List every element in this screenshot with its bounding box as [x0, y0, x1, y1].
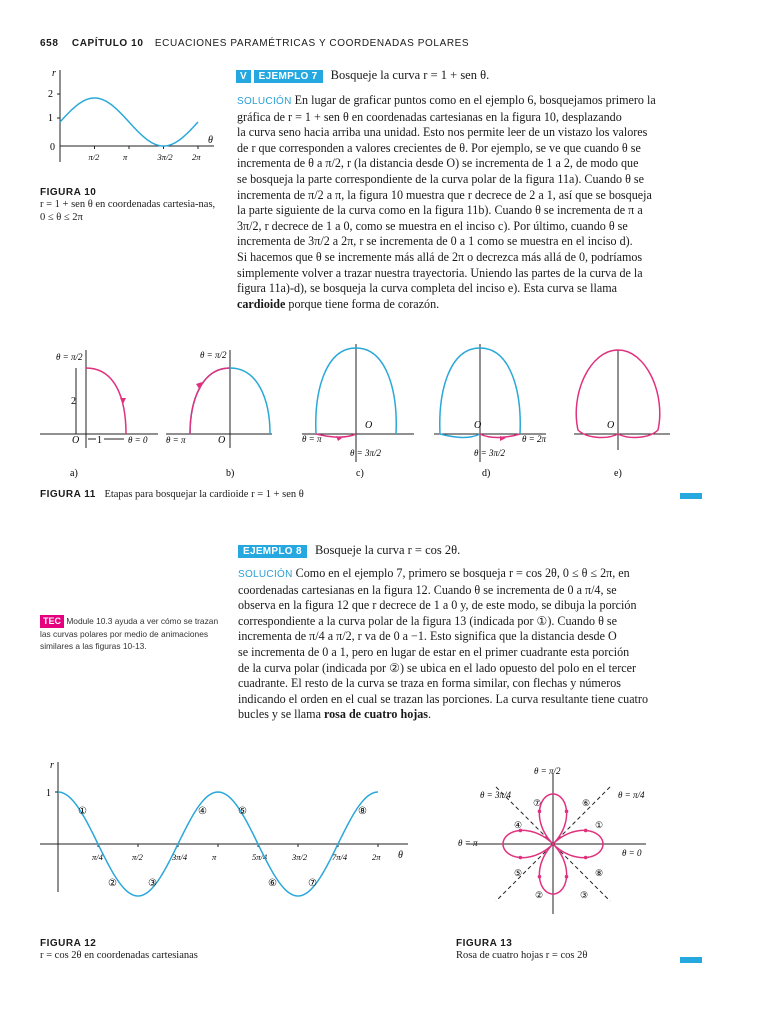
- sine-curve: [60, 98, 198, 146]
- panel-a: [40, 350, 158, 479]
- solution-label: SOLUCIÓN: [237, 96, 292, 107]
- text-line-last: [238, 707, 732, 723]
- solution-label: SOLUCIÓN: [238, 569, 293, 580]
- caption-label: FIGURA 13: [456, 938, 513, 949]
- label-origin: O: [365, 420, 373, 431]
- arrow-icon: [120, 398, 126, 404]
- figure-12-caption: [40, 938, 198, 962]
- example-title: Bosqueje la curva r = cos 2θ.: [314, 543, 461, 557]
- panel-b: [166, 350, 272, 479]
- cardioid-segment-a: [86, 368, 126, 434]
- x-tick-label: 2π: [191, 152, 201, 162]
- text-line: Como en el ejemplo 7, primero se bosqueja r = cos 2θ, 0 ≤ θ ≤ 2π, en: [295, 566, 630, 580]
- example-badge: EJEMPLO 8: [238, 545, 307, 558]
- label-theta-pi4: θ = π/4: [618, 790, 645, 800]
- label-theta-half-pi: θ = π/2: [56, 352, 83, 362]
- x-tick-label: 5π/4: [251, 852, 268, 862]
- label-theta-3pi2: θ = 3π/2: [350, 448, 382, 458]
- y-tick-1: 1: [46, 788, 51, 799]
- figure-11-caption: [40, 489, 304, 500]
- text-line-last: [237, 297, 731, 313]
- arrow-icon: [565, 875, 569, 879]
- text-line: correspondiente a la curva polar de la figura 13 (indicada por ①). Cuando θ se: [238, 613, 617, 628]
- section-marker: [680, 493, 702, 499]
- x-tick-label: π: [211, 852, 217, 862]
- text-line: figura 11a)-d), se bosqueja la curva completa del inciso e). Esta curva se llama: [237, 281, 618, 296]
- tec-line: las curvas polares por medio de animaciones: [40, 628, 209, 639]
- label-theta-2pi: θ = 2π: [522, 434, 547, 444]
- text-line: indicando el orden en el cual se trazan las porciones. La curva resultante tiene cuatro: [238, 691, 648, 706]
- arrow-icon: [538, 810, 542, 814]
- text-line: observa en la figura 12 que r decrece de 1 a 0 y, de este modo, se dibuja la porción: [238, 598, 637, 613]
- term-cardioide: cardioide: [237, 296, 286, 311]
- chapter-title: ECUACIONES PARAMÉTRICAS Y COORDENADAS POLARES: [154, 38, 470, 49]
- arrow-icon: [538, 875, 542, 879]
- panel-e: [574, 350, 670, 479]
- x-tick-label: 3π/2: [291, 852, 308, 862]
- tec-note: [40, 615, 230, 653]
- panel-label-e: e): [614, 468, 622, 479]
- petal-label: ⑦: [533, 798, 542, 808]
- figure-13-caption: [456, 938, 587, 962]
- panel-c: [302, 344, 414, 479]
- example-7-heading: [236, 68, 730, 83]
- text-line: de la curva polar (indicada por ②) se ubica en el lado opuesto del polo en el tercer: [238, 660, 637, 675]
- text-fragment: Module 10.3 ayuda a ver cómo se trazan: [66, 616, 219, 626]
- text-line: gráfica de r = 1 + sen θ en coordenadas cartesianas en la figura 10, desplazando: [237, 109, 622, 124]
- label-theta-half-pi: θ = π/2: [200, 350, 227, 360]
- figure-10-caption: [40, 187, 220, 224]
- label-theta-3pi2: θ = 3π/2: [474, 448, 506, 458]
- x-axis-label: θ: [208, 135, 213, 146]
- y-tick-2: 2: [48, 89, 53, 100]
- caption-label: FIGURA 12: [40, 938, 97, 949]
- petal-label: ⑧: [595, 868, 604, 878]
- x-tick-label: π/2: [131, 852, 143, 862]
- petal-label: ③: [580, 890, 589, 900]
- caption-text: Rosa de cuatro hojas r = cos 2θ: [456, 950, 588, 961]
- tec-line: similares a las figuras 10-13.: [40, 641, 147, 651]
- caption-label: FIGURA 10: [40, 187, 97, 198]
- example-7-solution: [237, 93, 731, 312]
- caption-text: r = 1 + sen θ en coordenadas cartesia-nas, 0 ≤ θ ≤ 2π: [40, 199, 216, 223]
- text-line: Si hacemos que θ se incremente más allá de 2π o decrezca más allá de 0, podríamos: [237, 249, 643, 264]
- label-origin: O: [218, 435, 226, 446]
- caption-text: Etapas para bosquejar la cardioide r = 1 + sen θ: [104, 489, 304, 500]
- chapter-number: CAPÍTULO 10: [71, 38, 144, 49]
- text-line: incrementa de θ a π/2, r (la distancia desde O) se incrementa de 1 a 2, de modo que: [237, 156, 639, 171]
- segment-label: ②: [107, 878, 117, 889]
- y-tick-0: 0: [50, 142, 55, 153]
- segment-label: ⑥: [267, 878, 277, 889]
- term-rosa: rosa de cuatro hojas: [323, 707, 429, 722]
- segment-label: ④: [197, 806, 207, 817]
- panel-label-a: a): [70, 468, 78, 479]
- text-line: 3π/2, r decrece de 1 a 0, como se muestra en el inciso c). Por último, cuando θ se: [237, 218, 628, 233]
- figure-12-graph: [38, 758, 418, 898]
- segment-label: ①: [77, 806, 87, 817]
- x-axis-label: θ: [398, 850, 403, 861]
- text-line: coordenadas cartesianas en la figura 12. Cuando θ se incrementa de 0 a π/4, se: [238, 582, 617, 597]
- petal-label: ⑥: [582, 798, 591, 808]
- x-tick-label: 3π/4: [171, 852, 188, 862]
- section-marker: [680, 957, 702, 963]
- cardioid-segment-b: [190, 368, 230, 434]
- x-tick-label: 3π/2: [157, 152, 173, 162]
- x-tick-label: π/4: [91, 852, 103, 862]
- figure-11-panels: [40, 340, 730, 480]
- segment-label: ③: [147, 878, 157, 889]
- example-badge: EJEMPLO 7: [254, 70, 323, 83]
- label-theta-half-pi: θ = π/2: [534, 766, 561, 776]
- arrow-icon: [584, 829, 588, 833]
- panel-d: [434, 344, 546, 479]
- text-line: la parte siguiente de la curva como en la figura 11b). Cuando θ se incrementa de π a: [237, 203, 643, 218]
- text-line: simplemente volver a trazar nuestra trayectoria. Uniendo las partes de la curva de la: [237, 265, 643, 280]
- label-origin: O: [607, 420, 615, 431]
- y-axis-label: r: [52, 68, 56, 79]
- label-one: 1: [97, 435, 102, 446]
- segment-label: ⑦: [307, 878, 317, 889]
- label-two: 2: [71, 396, 76, 407]
- figure-10-graph: [38, 66, 216, 166]
- text-line: la curva seno hacia arriba una unidad. Esto nos permite leer de un vistazo los valores: [237, 125, 648, 140]
- label-theta-zero: θ = 0: [128, 435, 148, 445]
- x-tick-label: 7π/4: [331, 852, 348, 862]
- panel-label-b: b): [226, 468, 235, 479]
- caption-text: r = cos 2θ en coordenadas cartesianas: [40, 950, 198, 961]
- x-tick-label: π: [122, 152, 128, 162]
- panel-label-d: d): [482, 468, 491, 479]
- panel-label-c: c): [356, 468, 364, 479]
- solution-line-0: [237, 93, 731, 110]
- text-fragment: bucles y se llama: [238, 707, 324, 722]
- text-line: se bosqueja la parte correspondiente de la curva polar de la figura 11a). Cuando θ se: [237, 171, 644, 186]
- label-theta-pi: θ = π: [302, 434, 322, 444]
- label-theta-3pi4: θ = 3π/4: [480, 790, 512, 800]
- page-number: 658: [40, 38, 59, 49]
- v-icon: V: [236, 70, 251, 83]
- petal-label: ①: [595, 820, 604, 830]
- text-line: incrementa de 3π/2 a 2π, r se incrementa de 0 a 1 como se muestra en el inciso d).: [237, 234, 633, 249]
- label-origin: O: [72, 435, 80, 446]
- arrow-icon: [519, 856, 523, 860]
- text-line: se incrementa de 0 a 1, pero en lugar de estar en el primer cuadrante esta porción: [238, 644, 630, 659]
- y-tick-1: 1: [48, 113, 53, 124]
- x-tick-label: π/2: [88, 152, 100, 162]
- caption-label: FIGURA 11: [40, 489, 96, 500]
- y-axis-label: r: [50, 760, 54, 771]
- label-theta-zero: θ = 0: [622, 848, 642, 858]
- label-origin: O: [474, 420, 482, 431]
- label-theta-pi: θ = π: [458, 838, 478, 848]
- text-line: incrementa de π/4 a π/2, r va de 0 a −1. Esto significa que la distancia desde O: [238, 629, 617, 644]
- arrow-icon: [565, 810, 569, 814]
- figure-13-rose: [456, 760, 656, 920]
- text-line: cuadrante. El resto de la curva se traza en forma similar, con flechas y números: [238, 676, 621, 691]
- solution-line-0: [238, 566, 732, 583]
- segment-label: ⑤: [237, 806, 247, 817]
- text-fragment: porque tiene forma de corazón.: [285, 296, 440, 311]
- arrow-icon: [584, 856, 588, 860]
- tec-badge: TEC: [40, 615, 64, 628]
- label-theta-pi: θ = π: [166, 435, 186, 445]
- text-fragment: .: [428, 707, 432, 722]
- running-header: [40, 38, 469, 49]
- x-tick-label: 2π: [371, 852, 381, 862]
- text-line: En lugar de graficar puntos como en el ejemplo 6, bosquejamos primero la: [294, 93, 656, 107]
- petal-label: ④: [514, 820, 523, 830]
- text-line: incrementa de π/2 a π, la figura 10 muestra que r decrece de 2 a 1, así que se bosqueja: [237, 187, 652, 202]
- petal-label: ②: [535, 890, 544, 900]
- example-8-solution: [238, 566, 732, 723]
- petal-label: ⑤: [514, 868, 523, 878]
- example-8-heading: [238, 543, 732, 558]
- tec-line-0: [40, 615, 230, 628]
- segment-label: ⑧: [357, 806, 367, 817]
- text-line: de r que corresponden a valores crecientes de θ. Por ejemplo, se ve que cuando θ se: [237, 140, 641, 155]
- example-title: Bosqueje la curva r = 1 + sen θ.: [330, 68, 490, 82]
